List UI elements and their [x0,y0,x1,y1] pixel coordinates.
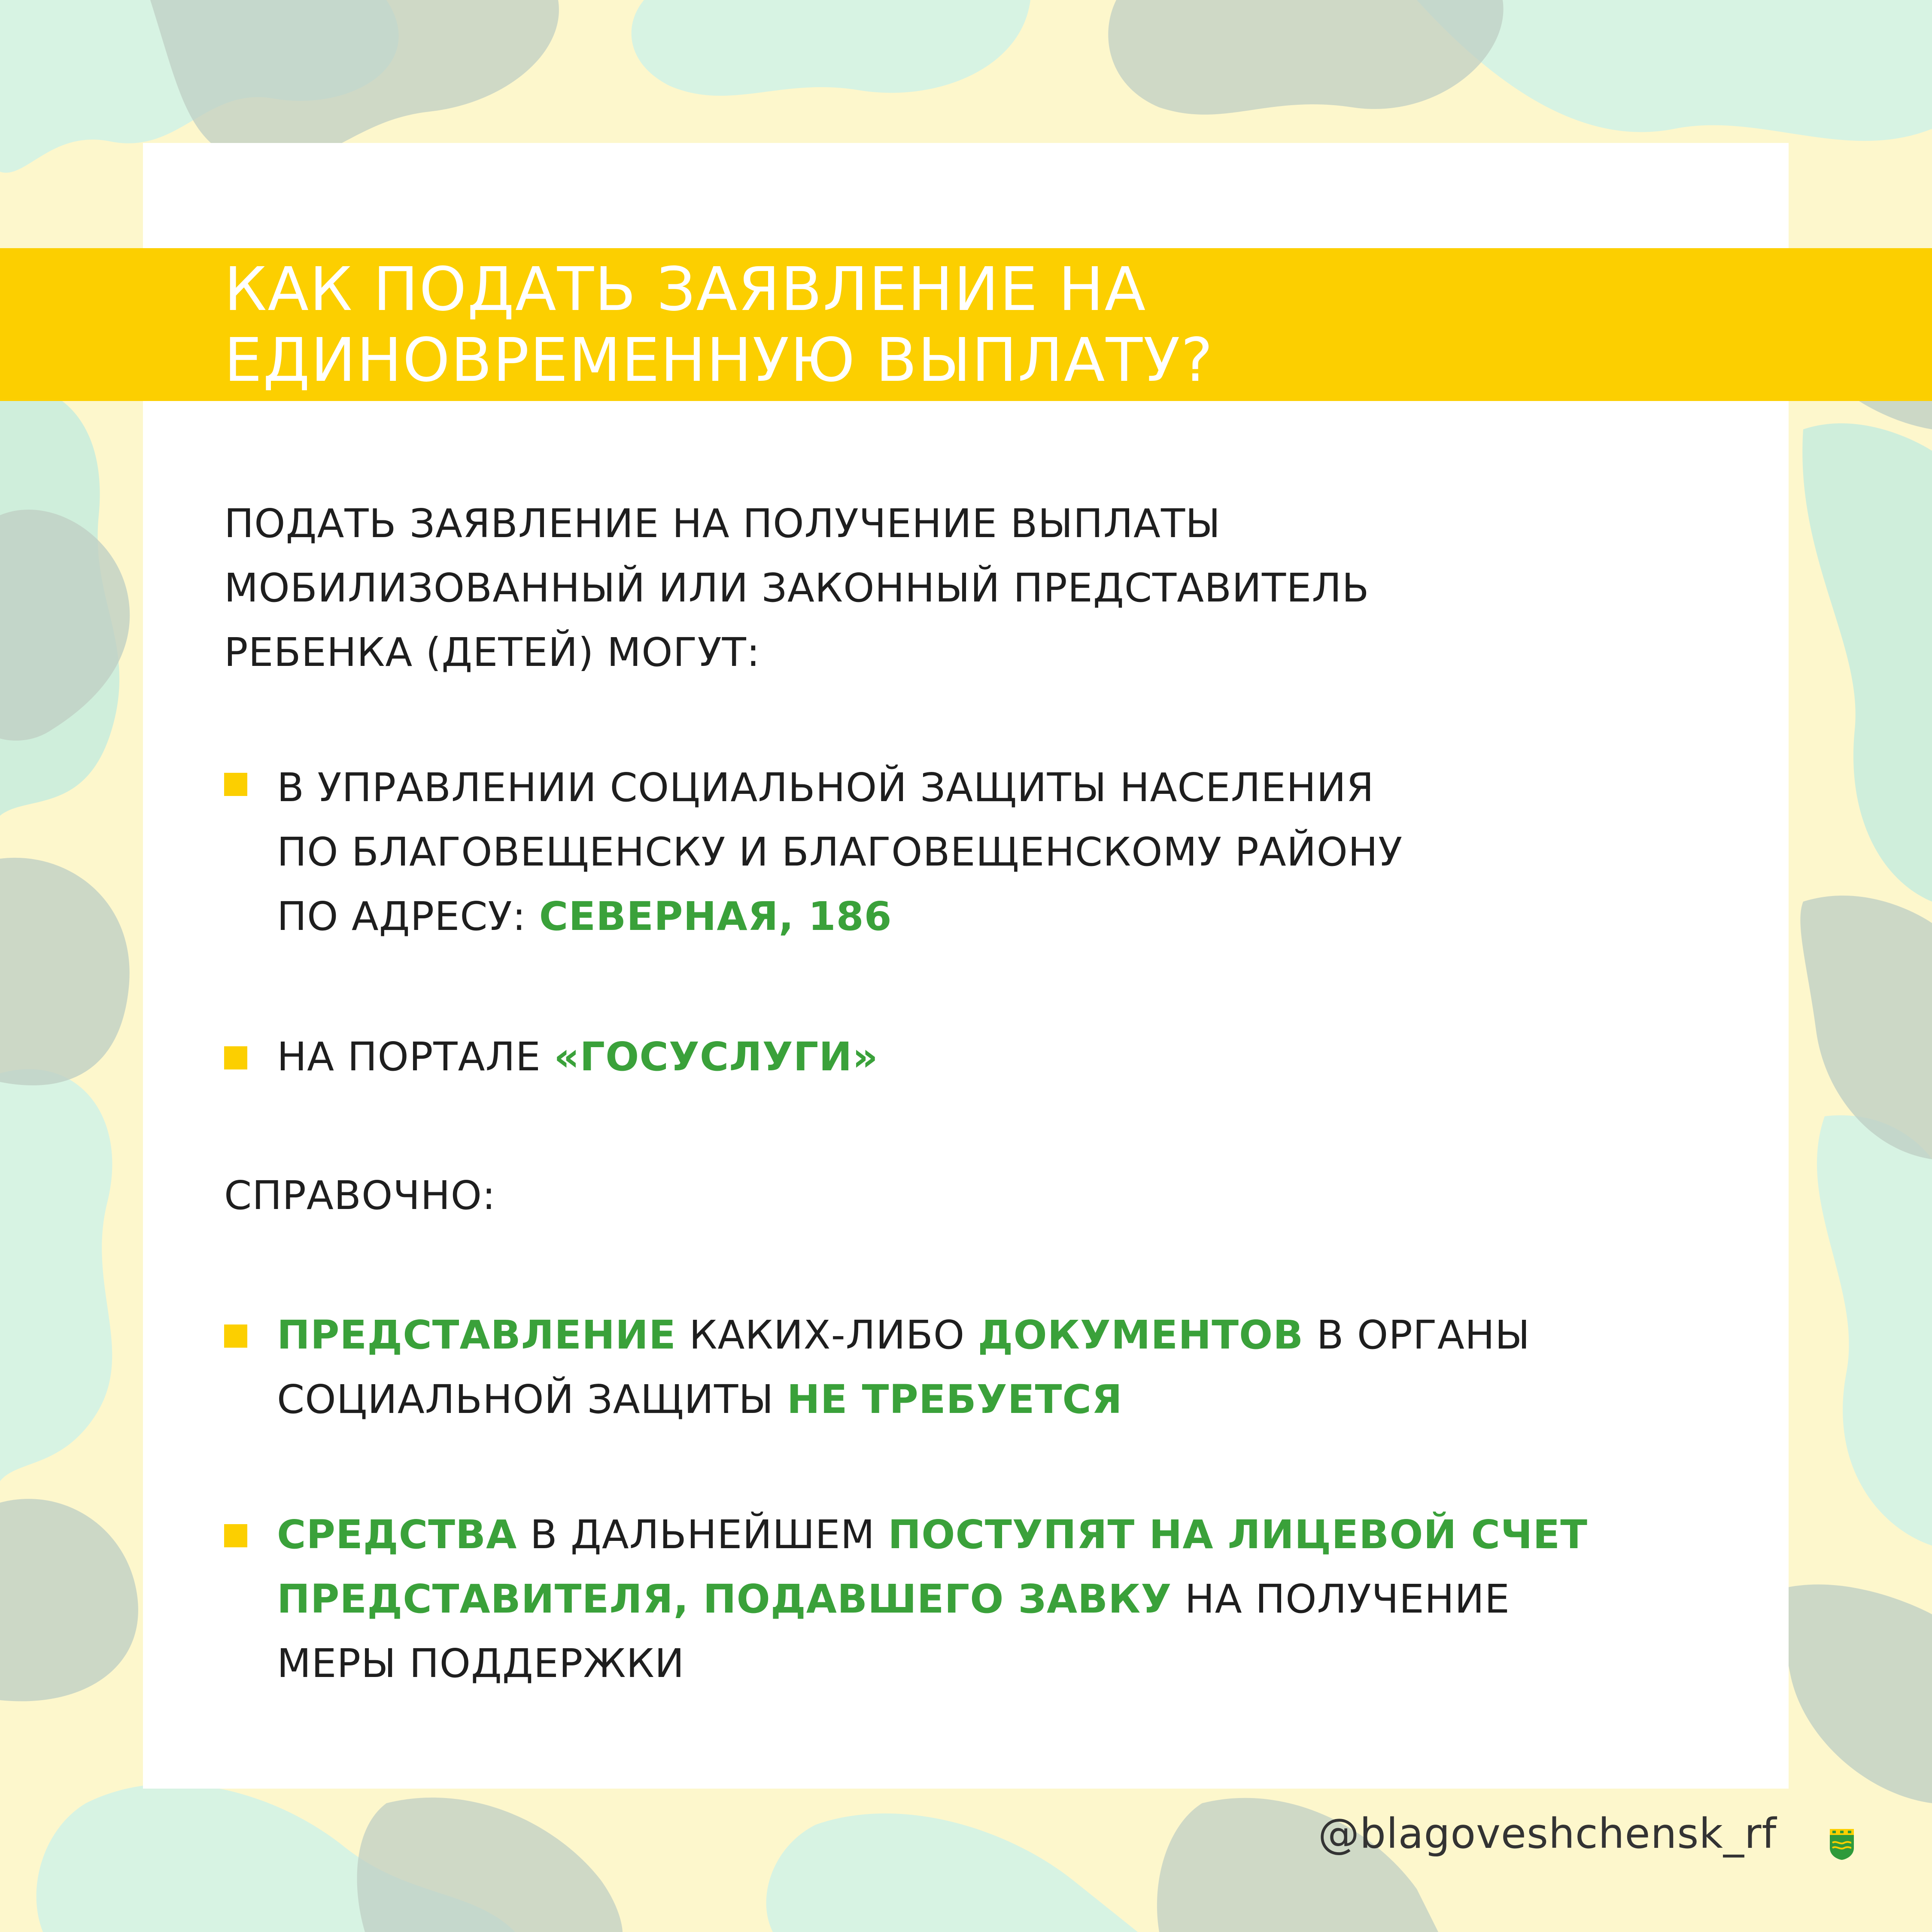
option-line: ПО БЛАГОВЕЩЕНСКУ И БЛАГОВЕЩЕНСКОМУ РАЙОНУ [277,829,1403,875]
note-text: СОЦИАЛЬНОЙ ЗАЩИТЫ [277,1376,787,1422]
option-line [277,1025,878,1089]
title-line: ЕДИНОВРЕМЕННУЮ ВЫПЛАТУ? [224,325,1214,395]
note-line [277,1503,1588,1567]
address-highlight: СЕВЕРНАЯ, 186 [539,893,892,939]
note-highlight: СРЕДСТВА [277,1512,517,1558]
note-no-documents [277,1303,1530,1432]
note-line [277,1567,1588,1631]
note-line [277,1631,1588,1696]
note-text: В ДАЛЬНЕЙШЕМ [517,1512,888,1558]
note-highlight: ПРЕДСТАВИТЕЛЯ, ПОДАВШЕГО ЗАВКУ [277,1576,1172,1622]
bullet-square-icon [224,773,247,796]
intro-line: ПОДАТЬ ЗАЯВЛЕНИЕ НА ПОЛУЧЕНИЕ ВЫПЛАТЫ [224,501,1221,547]
note-highlight: ПРЕДСТАВЛЕНИЕ [277,1312,676,1358]
intro-line: РЕБЕНКА (ДЕТЕЙ) МОГУТ: [224,629,760,675]
bullet-square-icon [224,1524,247,1547]
intro-paragraph [224,492,1370,685]
note-line [277,1367,1530,1432]
note-line [277,1303,1530,1367]
intro-line: МОБИЛИЗОВАННЫЙ ИЛИ ЗАКОННЫЙ ПРЕДСТАВИТЕЛЬ [224,565,1370,611]
note-text: КАКИХ-ЛИБО [676,1312,978,1358]
bullet-square-icon [224,1046,247,1069]
city-logo-icon [1829,1828,1855,1861]
reference-label [224,1163,496,1228]
note-highlight: ДОКУМЕНТОВ [978,1312,1304,1358]
option-line [277,884,1403,949]
note-text: В ОРГАНЫ [1303,1312,1531,1358]
note-highlight: НЕ ТРЕБУЕТСЯ [787,1376,1123,1422]
option-gosuslugi [277,1025,878,1089]
portal-highlight: «ГОСУСЛУГИ» [554,1034,878,1080]
option-portal-prefix: НА ПОРТАЛЕ [277,1034,554,1080]
social-handle: @blagoveshchensk_rf [1318,1810,1777,1858]
option-social-protection [277,756,1403,949]
reference-text: СПРАВОЧНО: [224,1173,496,1218]
page-title [224,248,1856,396]
note-highlight: ПОСТУПЯТ НА ЛИЦЕВОЙ СЧЕТ [888,1512,1588,1558]
note-text: НА ПОЛУЧЕНИЕ [1172,1576,1510,1622]
option-address-prefix: ПО АДРЕСУ: [277,893,539,939]
note-text: МЕРЫ ПОДДЕРЖКИ [277,1640,685,1686]
option-line: В УПРАВЛЕНИИ СОЦИАЛЬНОЙ ЗАЩИТЫ НАСЕЛЕНИЯ [277,765,1374,811]
bullet-square-icon [224,1324,247,1348]
title-line: КАК ПОДАТЬ ЗАЯВЛЕНИЕ НА [224,255,1147,325]
note-funds-account [277,1503,1588,1696]
